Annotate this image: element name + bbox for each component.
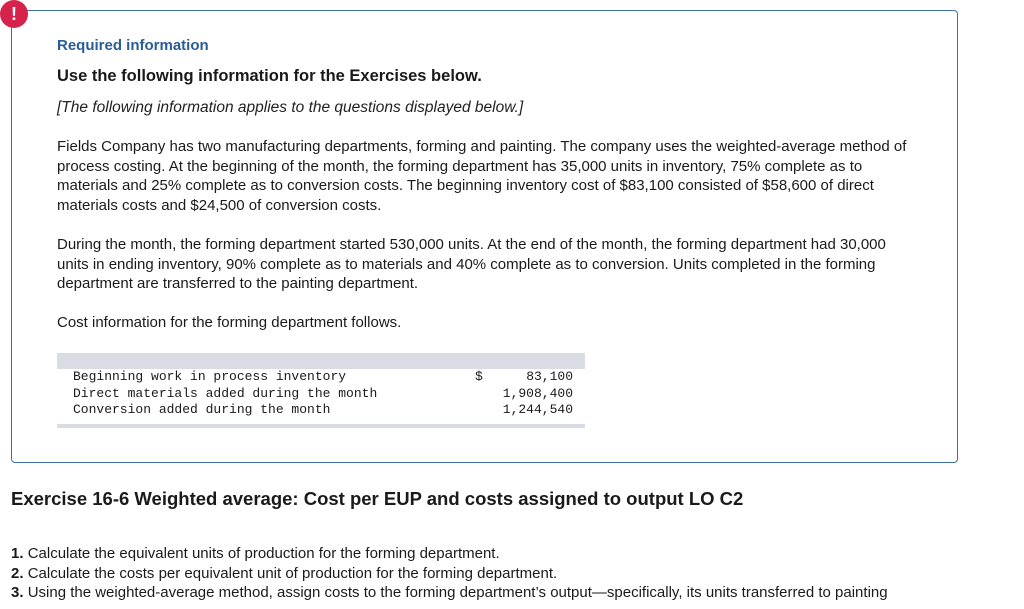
required-information-title: Required information xyxy=(57,37,209,54)
question-number: 3. xyxy=(11,584,24,601)
scenario-paragraph-3: Cost information for the forming department follows. xyxy=(57,314,402,331)
question-item xyxy=(11,583,1024,603)
currency-symbol xyxy=(475,386,495,403)
row-label: Direct materials added during the month xyxy=(73,385,378,401)
row-label: Beginning work in process inventory xyxy=(73,369,347,384)
currency-symbol: $ xyxy=(475,369,483,384)
table-row xyxy=(57,386,585,403)
table-header-bar xyxy=(57,353,585,369)
alert-icon: ! xyxy=(0,0,28,28)
question-item xyxy=(11,544,1024,564)
question-item xyxy=(11,564,1024,584)
question-text: Calculate the costs per equivalent unit of production for the forming department. xyxy=(27,564,558,582)
question-number: 2. xyxy=(11,564,24,582)
question-number: 1. xyxy=(11,545,24,562)
scenario-paragraph-2: During the month, the forming department started 530,000 units. At the end of the month, the forming department had 30,000 units in ending inventory, 90% complete as to materials and 40% complete as to conversion. Units completed in the forming department are transferred to the painting department. xyxy=(57,236,886,292)
table-footer-bar xyxy=(57,424,585,428)
scenario-paragraph-1: Fields Company has two manufacturing departments, forming and painting. The company uses the weighted-average method of process costing. At the beginning of the month, the forming department has 35,000 units in inventory, 75% complete as to materials and 25% complete as to conversion costs. The beginning inventory cost of $83,100 consisted of $58,600 of direct materials costs and $24,500 of conversion costs. xyxy=(57,138,907,214)
cost-information-table xyxy=(57,353,585,428)
row-value: 83,100 xyxy=(526,369,573,384)
exercise-title: Exercise 16-6 Weighted average: Cost per EUP and costs assigned to output LO C2 xyxy=(11,488,744,509)
question-text: Using the weighted-average method, assign costs to the forming department’s output—specifically, its units transferred to painting xyxy=(27,584,888,601)
table-row xyxy=(57,402,585,419)
row-value: 1,244,540 xyxy=(502,402,573,417)
currency-symbol xyxy=(475,402,495,419)
question-text: Calculate the equivalent units of production for the forming department. xyxy=(27,545,500,562)
row-label: Conversion added during the month xyxy=(73,402,331,417)
table-row xyxy=(57,369,585,386)
applies-note: [The following information applies to the questions displayed below.] xyxy=(57,99,524,116)
row-value: 1,908,400 xyxy=(502,385,573,401)
question-list xyxy=(11,544,1024,603)
instructions-heading: Use the following information for the Exercises below. xyxy=(57,67,482,85)
